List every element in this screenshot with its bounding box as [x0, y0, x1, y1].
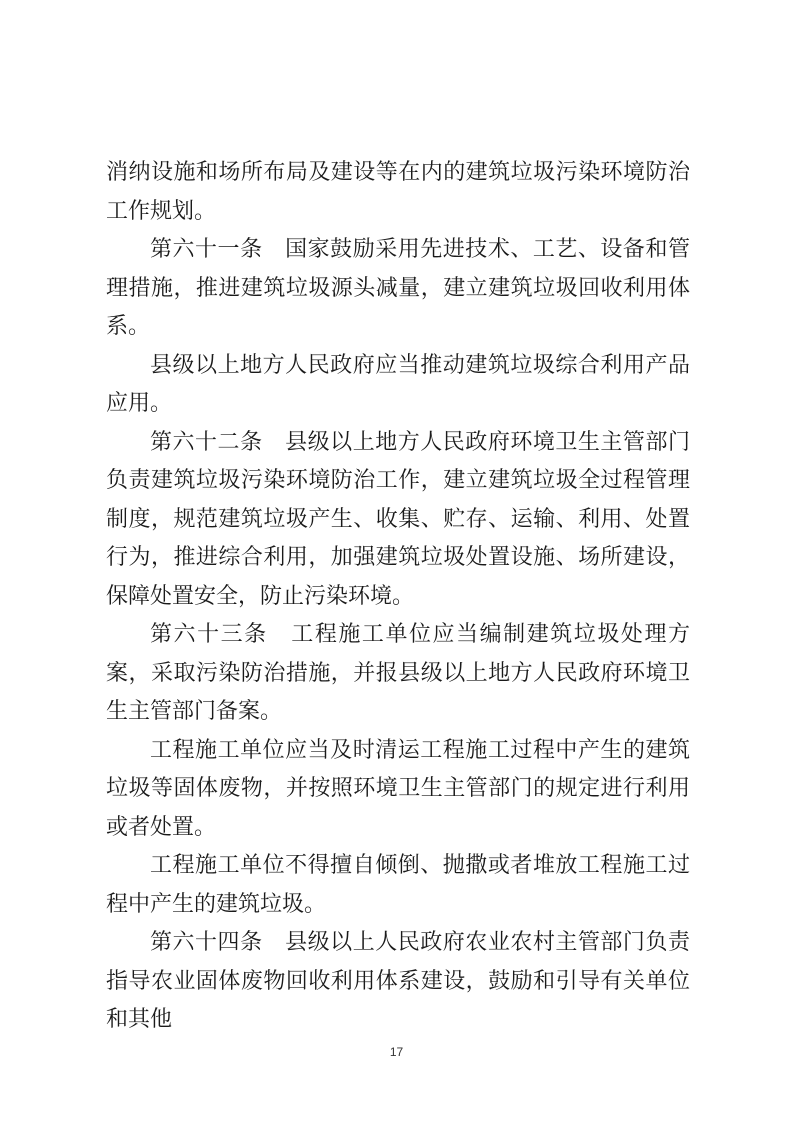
article-62: [106, 424, 690, 617]
paragraph-text: 国家鼓励采用先进技术、工艺、设备和管理措施，推进建筑垃圾源头减量，建立建筑垃圾回收利用体系。: [106, 237, 690, 339]
article-number: 第六十一条: [150, 237, 263, 262]
paragraph-continuation: [106, 154, 690, 231]
paragraph-text: 县级以上地方人民政府应当推动建筑垃圾综合利用产品应用。: [106, 352, 690, 416]
body-text: [106, 154, 690, 1040]
article-number: 第六十三条: [150, 622, 268, 647]
article-number: 第六十四条: [150, 930, 263, 955]
paragraph-text: 消纳设施和场所布局及建设等在内的建筑垃圾污染环境防治工作规划。: [106, 160, 690, 224]
article-61: [106, 231, 690, 347]
paragraph: [106, 347, 690, 424]
paragraph: [106, 732, 690, 848]
paragraph-text: 县级以上地方人民政府环境卫生主管部门负责建筑垃圾污染环境防治工作，建立建筑垃圾全过程管理制度，规范建筑垃圾产生、收集、贮存、运输、利用、处置行为，推进综合利用，加强建筑垃圾处置设施、场所建设，保障处置安全，防止污染环境。: [106, 429, 690, 609]
paragraph-text: 县级以上人民政府农业农村主管部门负责指导农业固体废物回收利用体系建设，鼓励和引导有关单位和其他: [106, 930, 690, 1032]
article-63: [106, 616, 690, 732]
paragraph-text: 工程施工单位应当及时清运工程施工过程中产生的建筑垃圾等固体废物，并按照环境卫生主管部门的规定进行利用或者处置。: [106, 737, 690, 840]
page-number: 17: [389, 1045, 404, 1059]
paragraph-text: 工程施工单位应当编制建筑垃圾处理方案，采取污染防治措施，并报县级以上地方人民政府环境卫生主管部门备案。: [106, 622, 690, 724]
article-64: [106, 924, 690, 1040]
paragraph-text: 工程施工单位不得擅自倾倒、抛撒或者堆放工程施工过程中产生的建筑垃圾。: [106, 853, 690, 917]
paragraph: [106, 847, 690, 924]
article-number: 第六十二条: [150, 429, 263, 455]
